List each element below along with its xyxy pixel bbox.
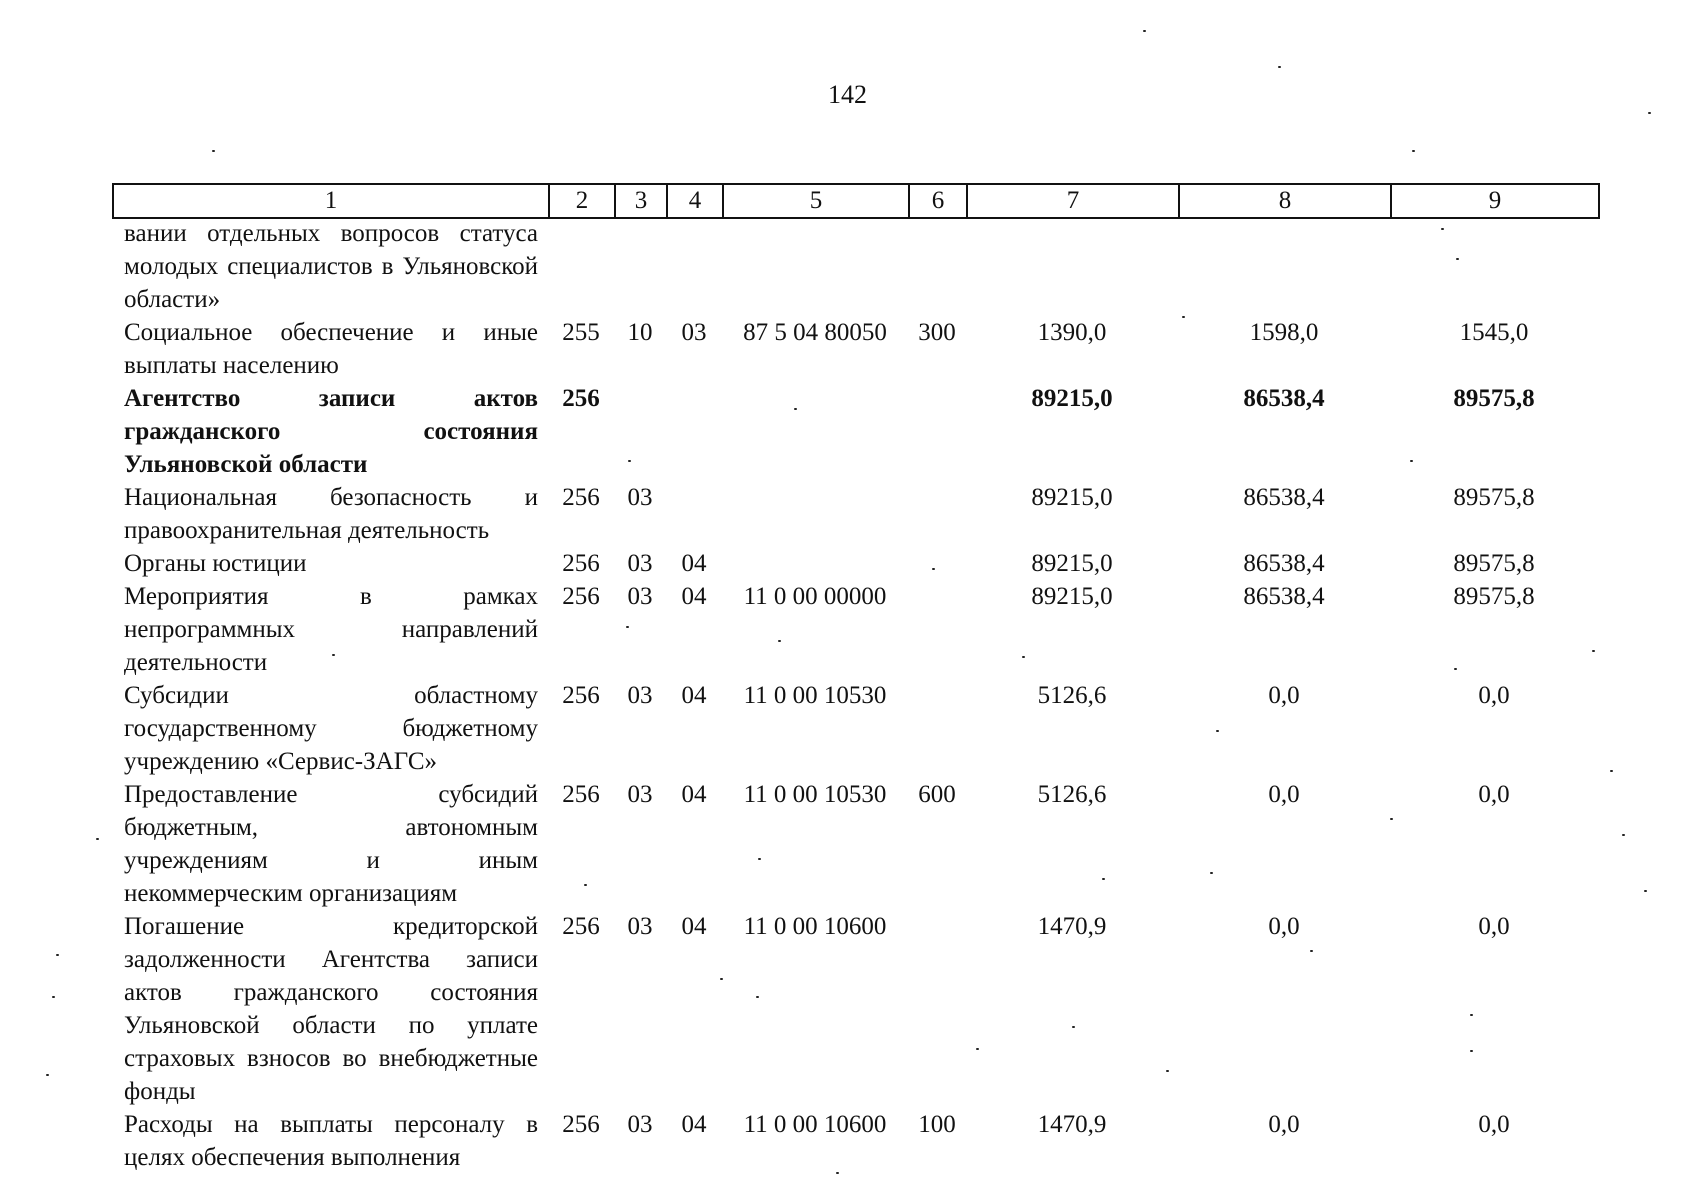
cell-col-5: 11 0 00 10600 (743, 1111, 887, 1138)
cell-col-7: 1470,9 (1037, 913, 1107, 940)
cell-col-7: 89215,0 (1031, 550, 1113, 577)
table-row (112, 910, 1598, 1108)
cell-col-8: 86538,4 (1243, 583, 1325, 610)
cell-col-3: 03 (627, 913, 653, 940)
cell-col-4: 04 (681, 1111, 707, 1138)
cell-col-9: 1545,0 (1459, 319, 1529, 346)
cell-col-8 (1178, 217, 1390, 316)
cell-col-7 (966, 217, 1178, 316)
cell-col-4: 04 (681, 682, 707, 709)
cell-col-7: 89215,0 (1031, 385, 1113, 412)
cell-col-5 (722, 217, 908, 316)
cell-col-8: 0,0 (1268, 781, 1300, 808)
cell-col-3: 03 (627, 781, 653, 808)
cell-col-9 (1390, 217, 1598, 316)
column-header: 1 (113, 184, 549, 218)
cell-col-6 (908, 217, 966, 316)
cell-col-4: 04 (681, 550, 707, 577)
cell-col-8: 86538,4 (1243, 550, 1325, 577)
cell-col-8: 0,0 (1268, 913, 1300, 940)
cell-col-9: 89575,8 (1453, 583, 1535, 610)
row-label: Агентство записи актов гражданского состояния Ульяновской области (124, 385, 538, 478)
cell-col-3: 10 (627, 319, 653, 346)
table-row (112, 1108, 1598, 1174)
cell-col-6: 300 (918, 319, 956, 346)
cell-col-6 (908, 547, 966, 580)
cell-col-3: 03 (627, 550, 653, 577)
cell-col-8: 0,0 (1268, 1111, 1300, 1138)
cell-col-8: 86538,4 (1243, 484, 1325, 511)
cell-col-2: 256 (562, 913, 600, 940)
page-number: 142 (828, 80, 867, 109)
cell-col-6 (908, 580, 966, 679)
cell-col-2 (548, 217, 614, 316)
cell-col-3 (614, 217, 666, 316)
cell-col-2: 256 (562, 781, 600, 808)
cell-col-2: 255 (562, 319, 600, 346)
cell-col-9: 89575,8 (1453, 484, 1535, 511)
cell-col-6 (908, 910, 966, 1108)
cell-col-6 (908, 481, 966, 547)
cell-col-3: 03 (627, 682, 653, 709)
cell-col-4 (666, 481, 722, 547)
row-label: Предоставление субсидий бюджетным, автономным учреждениям и иным некоммерческим организациям (124, 781, 538, 907)
cell-col-5 (722, 547, 908, 580)
row-label: Социальное обеспечение и иные выплаты населению (124, 319, 538, 379)
cell-col-6: 600 (918, 781, 956, 808)
table-row (112, 481, 1598, 547)
cell-col-2: 256 (562, 583, 600, 610)
cell-col-8: 1598,0 (1249, 319, 1319, 346)
table-row (112, 547, 1598, 580)
cell-col-8: 0,0 (1268, 682, 1300, 709)
cell-col-7: 89215,0 (1031, 583, 1113, 610)
table-row (112, 316, 1598, 382)
column-header-row (113, 184, 1599, 218)
cell-col-7: 1390,0 (1037, 319, 1107, 346)
cell-col-3: 03 (627, 484, 653, 511)
row-label: Расходы на выплаты персоналу в целях обеспечения выполнения (124, 1111, 538, 1171)
cell-col-5: 11 0 00 00000 (743, 583, 887, 610)
row-label: Погашение кредиторской задолженности Агентства записи актов гражданского состояния Ульяновской области по уплате страховых взносов во внебюджетные фонды (124, 913, 538, 1105)
row-label: вании отдельных вопросов статуса молодых специалистов в Ульяновской области» (124, 220, 538, 313)
cell-col-5 (722, 481, 908, 547)
cell-col-2: 256 (562, 1111, 600, 1138)
cell-col-9: 0,0 (1478, 781, 1510, 808)
cell-col-6: 100 (918, 1111, 956, 1138)
cell-col-3 (614, 382, 666, 481)
table-row (112, 778, 1598, 910)
cell-col-7: 5126,6 (1037, 781, 1107, 808)
cell-col-5: 11 0 00 10600 (743, 913, 887, 940)
cell-col-3: 03 (627, 583, 653, 610)
column-header: 9 (1391, 184, 1599, 218)
column-header: 5 (723, 184, 909, 218)
cell-col-4: 03 (681, 319, 707, 346)
cell-col-4: 04 (681, 913, 707, 940)
cell-col-8: 86538,4 (1243, 385, 1325, 412)
cell-col-9: 0,0 (1478, 682, 1510, 709)
table-row (112, 580, 1598, 679)
cell-col-2: 256 (562, 550, 600, 577)
column-header: 7 (967, 184, 1179, 218)
table-row (112, 679, 1598, 778)
row-label: Органы юстиции (124, 550, 307, 577)
column-header: 2 (549, 184, 615, 218)
row-label: Субсидии областному государственному бюджетному учреждению «Сервис-ЗАГС» (124, 682, 538, 775)
cell-col-6 (908, 679, 966, 778)
column-header: 8 (1179, 184, 1391, 218)
table-row (112, 217, 1598, 316)
cell-col-2: 256 (562, 484, 600, 511)
cell-col-2: 256 (562, 682, 600, 709)
cell-col-4: 04 (681, 781, 707, 808)
cell-col-3: 03 (627, 1111, 653, 1138)
cell-col-6 (908, 382, 966, 481)
cell-col-4: 04 (681, 583, 707, 610)
cell-col-5: 11 0 00 10530 (743, 781, 887, 808)
cell-col-4 (666, 382, 722, 481)
cell-col-2: 256 (562, 385, 600, 412)
cell-col-9: 89575,8 (1453, 550, 1535, 577)
column-header: 3 (615, 184, 667, 218)
cell-col-7: 89215,0 (1031, 484, 1113, 511)
cell-col-7: 1470,9 (1037, 1111, 1107, 1138)
column-header-table (112, 183, 1600, 219)
cell-col-5 (722, 382, 908, 481)
cell-col-4 (666, 217, 722, 316)
table-row (112, 382, 1598, 481)
cell-col-5: 87 5 04 80050 (743, 319, 887, 346)
cell-col-9: 0,0 (1478, 1111, 1510, 1138)
cell-col-9: 89575,8 (1453, 385, 1535, 412)
column-header: 4 (667, 184, 723, 218)
column-header: 6 (909, 184, 967, 218)
budget-table (112, 217, 1598, 1174)
cell-col-5: 11 0 00 10530 (743, 682, 887, 709)
row-label: Национальная безопасность и правоохранительная деятельность (124, 484, 538, 544)
row-label: Мероприятия в рамках непрограммных направлений деятельности (124, 583, 538, 676)
cell-col-7: 5126,6 (1037, 682, 1107, 709)
cell-col-9: 0,0 (1478, 913, 1510, 940)
